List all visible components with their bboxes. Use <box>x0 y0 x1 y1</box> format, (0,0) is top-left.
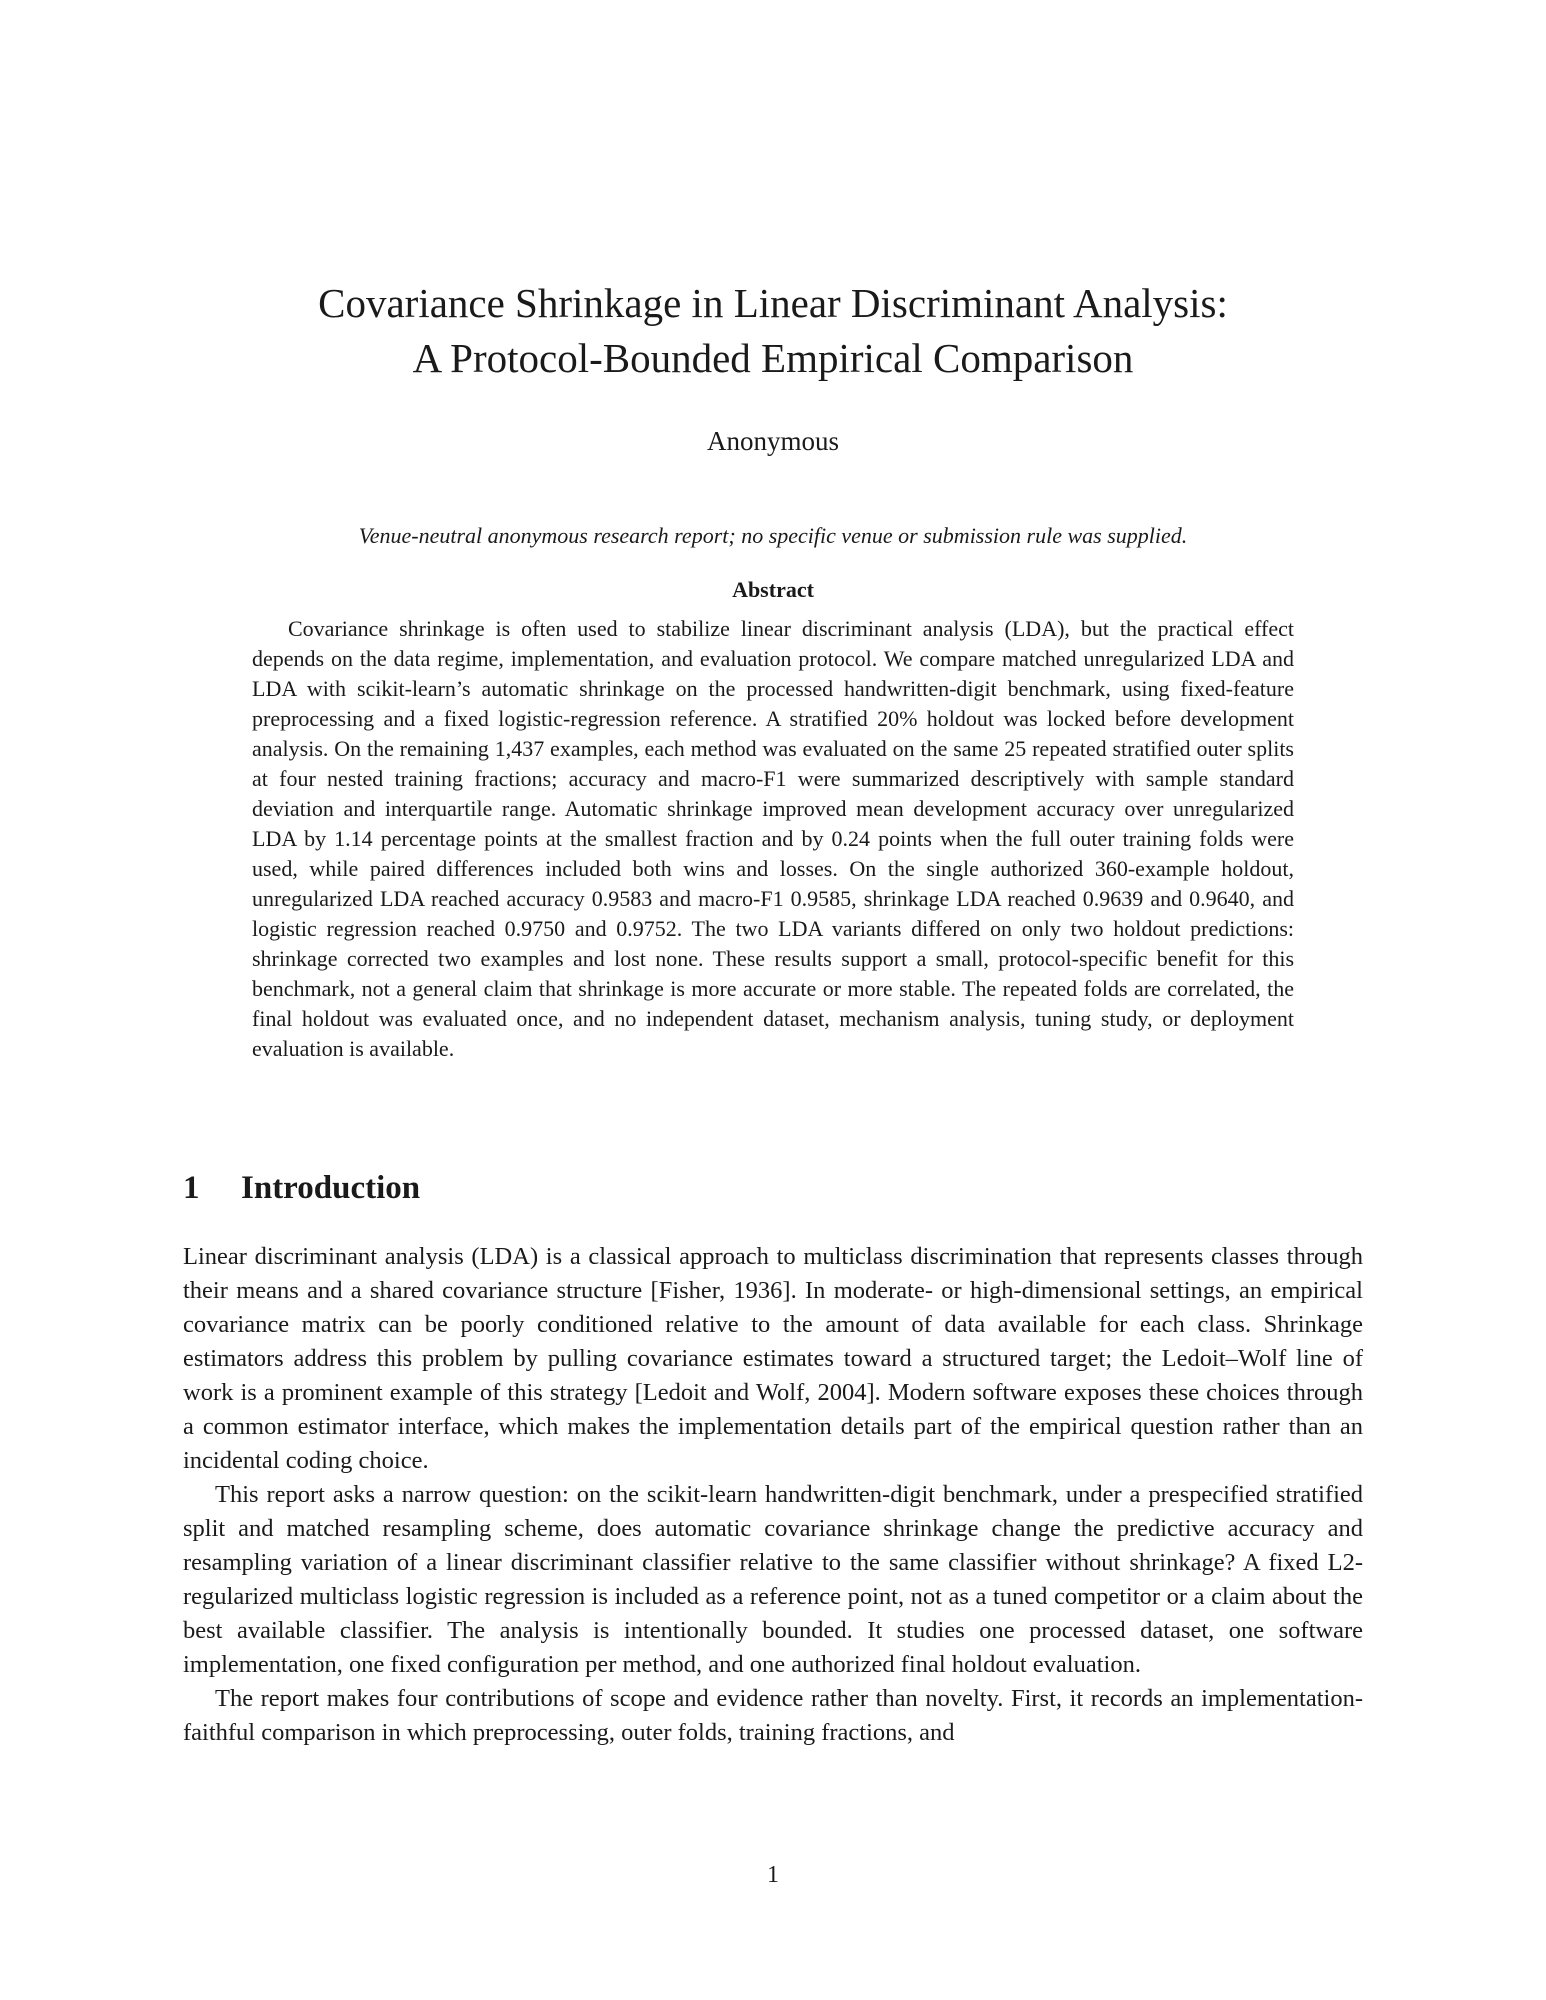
abstract-body: Covariance shrinkage is often used to stabilize linear discriminant analysis (LDA), but the practical effect depends on the data regime, implementation, and evaluation protocol. We compare matched unregularized LDA and LDA with scikit-learn’s automatic shrinkage on the processed handwritten-digit benchmark, using fixed-feature preprocessing and a fixed logistic-regression reference. A stratified 20% holdout was locked before development analysis. On the remaining 1,437 examples, each method was evaluated on the same 25 repeated stratified outer splits at four nested training fractions; accuracy and macro-F1 were summarized descriptively with sample standard deviation and interquartile range. Automatic shrinkage improved mean development accuracy over unregularized LDA by 1.14 percentage points at the smallest fraction and by 0.24 points when the full outer training folds were used, while paired differences included both wins and losses. On the single authorized 360-example holdout, unregularized LDA reached accuracy 0.9583 and macro-F1 0.9585, shrinkage LDA reached 0.9639 and 0.9640, and logistic regression reached 0.9750 and 0.9752. The two LDA variants differed on only two holdout predictions: shrinkage corrected two examples and lost none. These results support a small, protocol-specific benefit for this benchmark, not a general claim that shrinkage is more accurate or more stable. The repeated folds are correlated, the final holdout was evaluated once, and no independent dataset, mechanism analysis, tuning study, or deployment evaluation is available. <box>252 616 1294 1061</box>
abstract-heading: Abstract <box>732 577 814 602</box>
title-line-2: A Protocol-Bounded Empirical Comparison <box>412 335 1134 381</box>
page-number: 1 <box>767 1862 779 1888</box>
section-number: 1 <box>183 1170 200 1206</box>
title-line-1: Covariance Shrinkage in Linear Discriminant Analysis: <box>318 280 1228 326</box>
introduction-paragraph: Linear discriminant analysis (LDA) is a classical approach to multiclass discrimination that represents classes through their means and a shared covariance structure [Fisher, 1936]. In moderate- or high-dimensional settings, an empirical covariance matrix can be poorly conditioned relative to the amount of data available for each class. Shrinkage estimators address this problem by pulling covariance estimates toward a structured target; the Ledoit–Wolf line of work is a prominent example of this strategy [Ledoit and Wolf, 2004]. Modern software exposes these choices through a common estimator interface, which makes the implementation details part of the empirical question rather than an incidental coding choice. <box>183 1243 1363 1474</box>
introduction-paragraph: The report makes four contributions of scope and evidence rather than novelty. First, it records an implementation-faithful comparison in which preprocessing, outer folds, training fractions, and <box>183 1685 1363 1746</box>
paper-title <box>0 276 1546 386</box>
section-title: Introduction <box>241 1170 421 1206</box>
venue-note: Venue-neutral anonymous research report; no specific venue or submission rule was supplied. <box>358 523 1188 548</box>
introduction-body <box>183 1240 1363 1750</box>
section-heading-introduction <box>183 1168 1363 1208</box>
introduction-paragraph: This report asks a narrow question: on the scikit-learn handwritten-digit benchmark, under a prespecified stratified split and matched resampling scheme, does automatic covariance shrinkage change the predictive accuracy and resampling variation of a linear discriminant classifier relative to the same classifier without shrinkage? A fixed L2-regularized multiclass logistic regression is included as a reference point, not as a tuned competitor or a claim about the best available classifier. The analysis is intentionally bounded. It studies one processed dataset, one software implementation, one fixed configuration per method, and one authorized final holdout evaluation. <box>183 1481 1363 1678</box>
author: Anonymous <box>706 426 839 456</box>
